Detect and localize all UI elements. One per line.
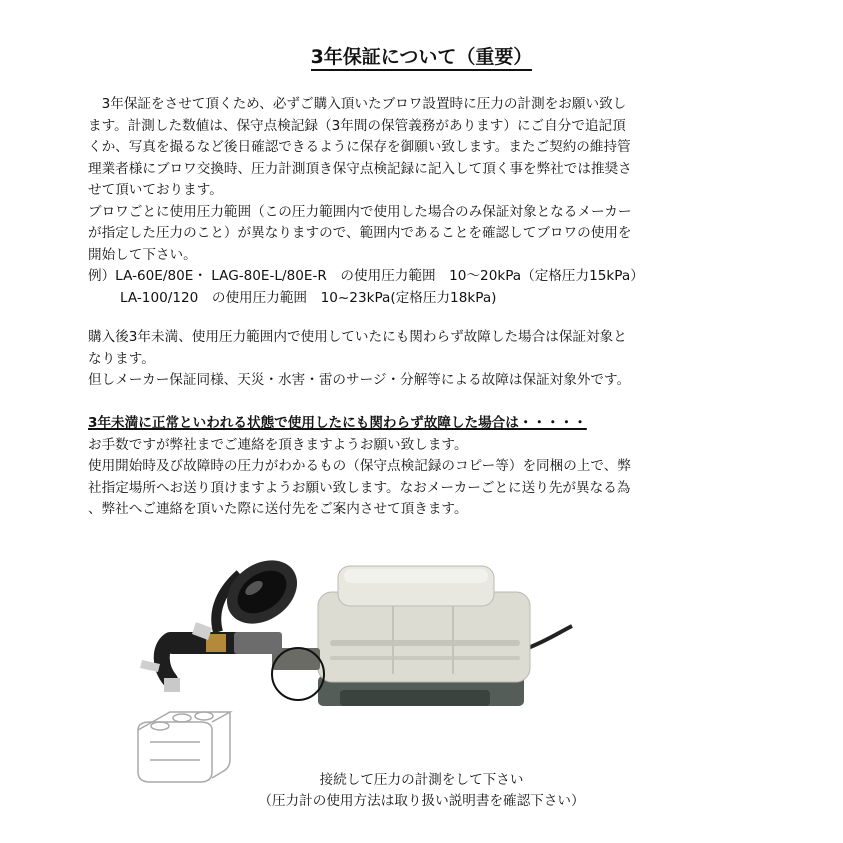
gauge-elbow xyxy=(162,640,170,680)
blower-groove xyxy=(330,656,520,660)
blower-seam xyxy=(452,600,454,674)
page-title: 3年保証について（重要） xyxy=(0,42,843,69)
power-cord xyxy=(528,626,572,648)
blower-seam xyxy=(392,600,394,674)
blower-groove xyxy=(330,640,520,646)
text-line: せて頂いております。 xyxy=(88,182,223,198)
caption-line: （圧力計の使用方法は取り扱い説明書を確認下さい） xyxy=(258,793,585,809)
text-line: 購入後3年未満、使用圧力範囲内で使用していたにも関わらず故障した場合は保証対象と xyxy=(88,329,627,345)
hose-adapter xyxy=(234,632,282,654)
text-line: 使用開始時及び故障時の圧力がわかるもの（保守点検記録のコピー等）を同梱の上で、弊 xyxy=(88,458,631,474)
text-line: 理業者様にブロワ交換時、圧力計測頂き保守点検記録に記入して頂く事を弊社では推奨さ xyxy=(88,160,632,177)
text-line: が指定した圧力のこと）が異なりますので、範囲内であることを確認してブロワの使用を xyxy=(88,225,632,241)
failure-heading: 3年未満に正常といわれる状態で使用したにも関わらず故障した場合は・・・・・ xyxy=(88,415,587,431)
blower-base-shadow xyxy=(340,690,490,706)
example-line: 例）LA-60E/80E・ LAG-80E-L/80E-R の使用圧力範囲 10～20kPa（定格圧力15kPa） xyxy=(88,268,644,284)
text-line: ます。計測した数値は、保守点検記録（3年間の保管義務があります）にご自分で追記頂 xyxy=(88,117,626,134)
caption-line: 接続して圧力の計測をして下さい xyxy=(319,772,524,788)
text-line: くか、写真を撮るなど後日確認できるように保存を御願い致します。またご契約の維持管 xyxy=(88,139,631,155)
text-line: 但しメーカー保証同様、天災・水害・雷のサージ・分解等による故障は保証対象外です。 xyxy=(88,372,631,388)
text-line: お手数ですが弊社までご連絡を頂きますようお願い致します。 xyxy=(88,436,468,453)
text-line: ブロワごとに使用圧力範囲（この圧力範囲内で使用した場合のみ保証対象となるメーカー xyxy=(88,203,632,220)
text-line: 3年保証をさせて頂くため、必ずご購入頂いたブロワ設置時に圧力の計測をお願い致し xyxy=(88,96,627,112)
text-line: 、弊社へご連絡を頂いた際に送付先をご案内させて頂きます。 xyxy=(88,501,468,517)
text-line: 社指定場所へお送り頂けますようお願い致します。なおメーカーごとに送り先が異なる為 xyxy=(88,479,631,496)
text-line: 開始して下さい。 xyxy=(88,246,197,263)
blower-top-highlight xyxy=(344,569,488,583)
caption xyxy=(0,770,843,812)
gauge-nozzle xyxy=(164,678,180,692)
example-line: LA-100/120 の使用圧力範囲 10~23kPa(定格圧力18kPa) xyxy=(120,289,497,306)
text-line: なります。 xyxy=(88,350,155,367)
